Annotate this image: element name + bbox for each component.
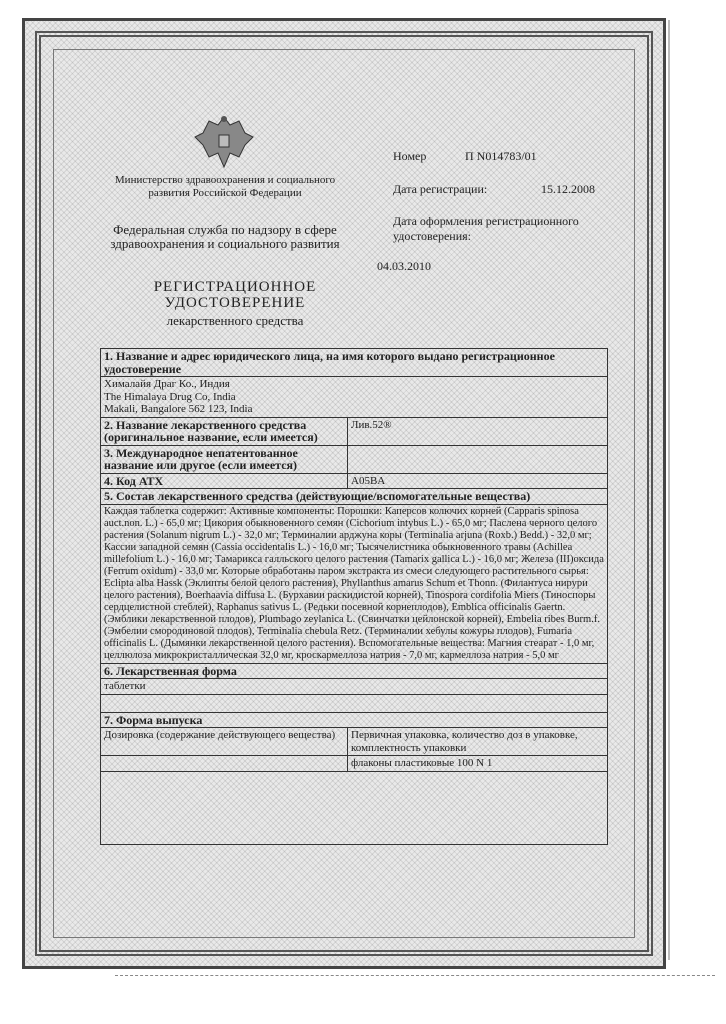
section-3-label: 3. Международное непатентованное название или другое (если имеется) xyxy=(101,445,348,473)
reg-date-value: 15.12.2008 xyxy=(541,182,595,196)
section-4-value: A05BA xyxy=(348,473,608,489)
applicant-name-en: The Himalaya Drug Co, India xyxy=(104,390,236,403)
page-edge xyxy=(668,20,670,960)
applicant-name-ru: Хималайя Драг Ко., Индия xyxy=(104,378,230,390)
section-2-value: Лив.52® xyxy=(348,417,608,445)
section-4-label: 4. Код АТХ xyxy=(101,473,348,489)
section-2-label: 2. Название лекарственного средства (оригинальное название, если имеется) xyxy=(101,417,348,445)
section-7-title: 7. Форма выпуска xyxy=(101,712,608,728)
applicant-address: Makali, Bangalore 562 123, India xyxy=(104,403,253,415)
certificate-table xyxy=(100,348,608,845)
section-5-title: 5. Состав лекарственного средства (действующие/вспомогательные вещества) xyxy=(101,489,608,505)
section-5-composition: Каждая таблетка содержит: Активные компоненты: Порошки: Каперсов колючих корней (Capparis spinosa auct.non. L.) - 65,0 мг; Цикория обыкновенного семян (Cichorium intybus L.) - 65,0 мг; Паслена черного целого растения (Solanum nigrum L.) - 32,0 мг; Терминалии арджуна коры (Terminalia arjuna (Roxb.) Bedd.) - 32,0 мг; Кассии западной семян (Cassia occidentalis L.) - 16,0 мг; Тысячелистника обыкновенного травы (Achillea millefolium L.) - 16,0 мг; Тамарикса галльского целого растения (Tamarix gallica L.) - 16,0 мг; Железа (III)оксида (Ferrum oxidum) - 33,0 мг. Которые обработаны паром экстракта из смеси следующего растительного сырья: Eclipta alba Hassk (Эклипты белой целого растения), Phyllanthus amarus Schum et Thonn. (Филантуса нирури целого растения), Boerhaavia diffusa L. (Бурхавии раскидистой корней), Tinospora cordifolia Miers (Тиноспоры сердцелистной стеблей), Raphanus sativus L. (Редьки посевной корнеплодов), Emblica officinalis Gaertn. (Эмблики лекарственной плодов), Plumbago zeylanica L. (Свинчатки цейлонской корней), Embelia ribes Burm.f. (Эмбелии смородиновой плодов), Terminalia chebula Retz. (Терминалии хебулы кожуры плодов), Fumaria officinalis L. (Дымянки лекарственной целого растения). Вспомогательные вещества: Магния стеарат - 1,0 мг, целлюлоза микрокристаллическая 32,0 мг, кроскармеллоза натрия - 7,0 мг, кармеллоза натрия - 5,0 мг xyxy=(101,504,608,663)
service-name: Федеральная служба по надзору в сфере здравоохранения и социального развития xyxy=(110,222,340,251)
number-label: Номер xyxy=(393,149,427,163)
section-1-title: 1. Название и адрес юридического лица, на имя которого выдано регистрационное удостоверение xyxy=(101,349,608,377)
section-7-dosage-header: Дозировка (содержание действующего вещества) xyxy=(101,728,348,756)
ministry-name: Министерство здравоохранения и социального развития Российской Федерации xyxy=(114,174,336,199)
section-1-body xyxy=(101,377,608,418)
document-subtitle: лекарственного средства xyxy=(166,313,304,328)
section-3-value xyxy=(348,445,608,473)
reg-date-label: Дата регистрации: xyxy=(393,182,488,196)
empty-row xyxy=(101,694,608,712)
section-6-title: 6. Лекарственная форма xyxy=(101,663,608,679)
number-row xyxy=(393,149,537,164)
section-7-package-value: флаконы пластиковые 100 N 1 xyxy=(348,756,608,772)
section-7-package-header: Первичная упаковка, количество доз в упаковке, комплектность упаковки xyxy=(348,728,608,756)
issue-date-label: Дата оформления регистрационного удостоверения: xyxy=(393,214,579,243)
bottom-divider xyxy=(115,975,715,976)
document-title: РЕГИСТРАЦИОННОЕ УДОСТОВЕРЕНИЕ xyxy=(153,279,317,311)
reg-date-row xyxy=(393,182,595,197)
issue-date-value: 04.03.2010 xyxy=(377,259,431,273)
coat-of-arms-emblem xyxy=(189,113,259,171)
empty-area xyxy=(101,771,608,844)
section-7-dosage-value xyxy=(101,756,348,772)
number-value: П N014783/01 xyxy=(465,149,537,163)
section-6-value: таблетки xyxy=(101,679,608,695)
